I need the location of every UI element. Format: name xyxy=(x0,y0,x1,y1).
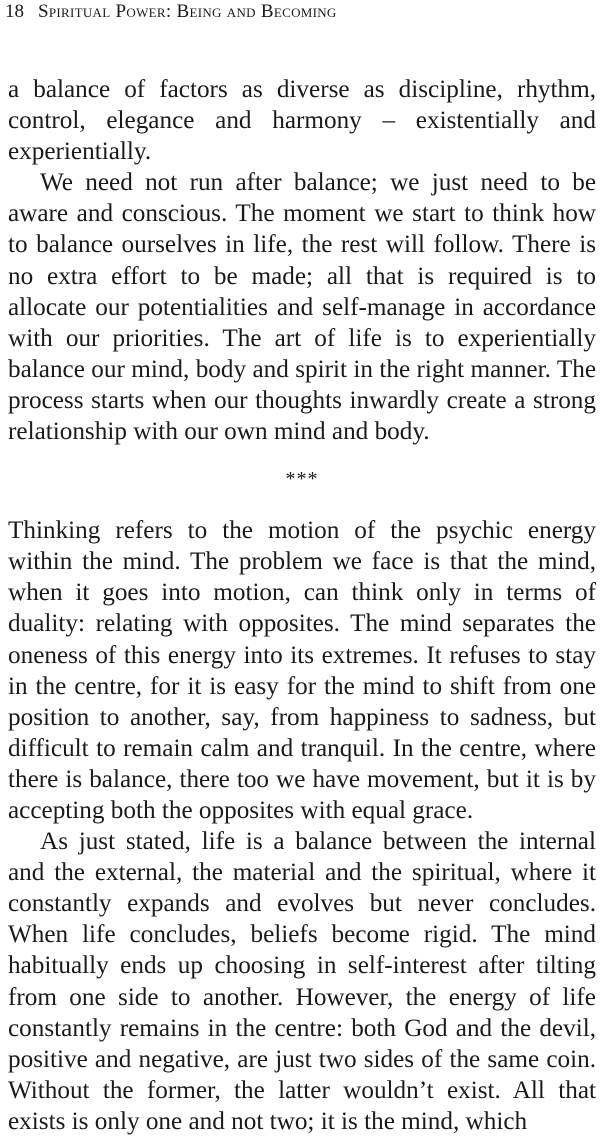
running-header xyxy=(5,0,337,24)
paragraph-thinking: Thinking refers to the motion of the psychic energy within the mind. The problem we face is that the mind, when it goes into motion, can think only in terms of duality: relating with opposites. The mind separates the oneness of this energy into its extremes. It refuses to stay in the centre, for it is easy for the mind to shift from one position to another, say, from happiness to sadness, but difficult to remain calm and tranquil. In the centre, where there is balance, there too we have movement, but it is by accepting both the opposites with equal grace. xyxy=(8,517,596,824)
page-number: 18 xyxy=(5,1,24,22)
paragraph-continuation: a balance of factors as diverse as discipline, rhythm, control, elegance and harmony – existentially and experientially. xyxy=(8,76,596,166)
paragraph-life-balance: As just stated, life is a balance between the internal and the external, the material and the spiritual, where it constantly expands and evolves but never concludes. When life concludes, beliefs become rigid. The mind habitually ends up choosing in self-interest after tilting from one side to another. However, the energy of life constantly remains in the centre: both God and the devil, positive and negative, are just two sides of the same coin. Without the former, the latter wouldn’t exist. All that exists is only one and not two; it is the mind, which xyxy=(8,828,596,1135)
running-title: Spiritual Power: Being and Becoming xyxy=(38,1,337,22)
body-text xyxy=(8,74,596,1137)
paragraph-balance: We need not run after balance; we just need to be aware and conscious. The moment we start to think how to balance ourselves in life, the rest will follow. There is no extra effort to be made; all that is required is to allocate our potentialities and self-manage in accordance with our priorities. The art of life is to experientially balance our mind, body and spirit in the right manner. The process starts when our thoughts inwardly create a strong relationship with our own mind and body. xyxy=(8,169,596,446)
section-break: *** xyxy=(285,468,319,491)
